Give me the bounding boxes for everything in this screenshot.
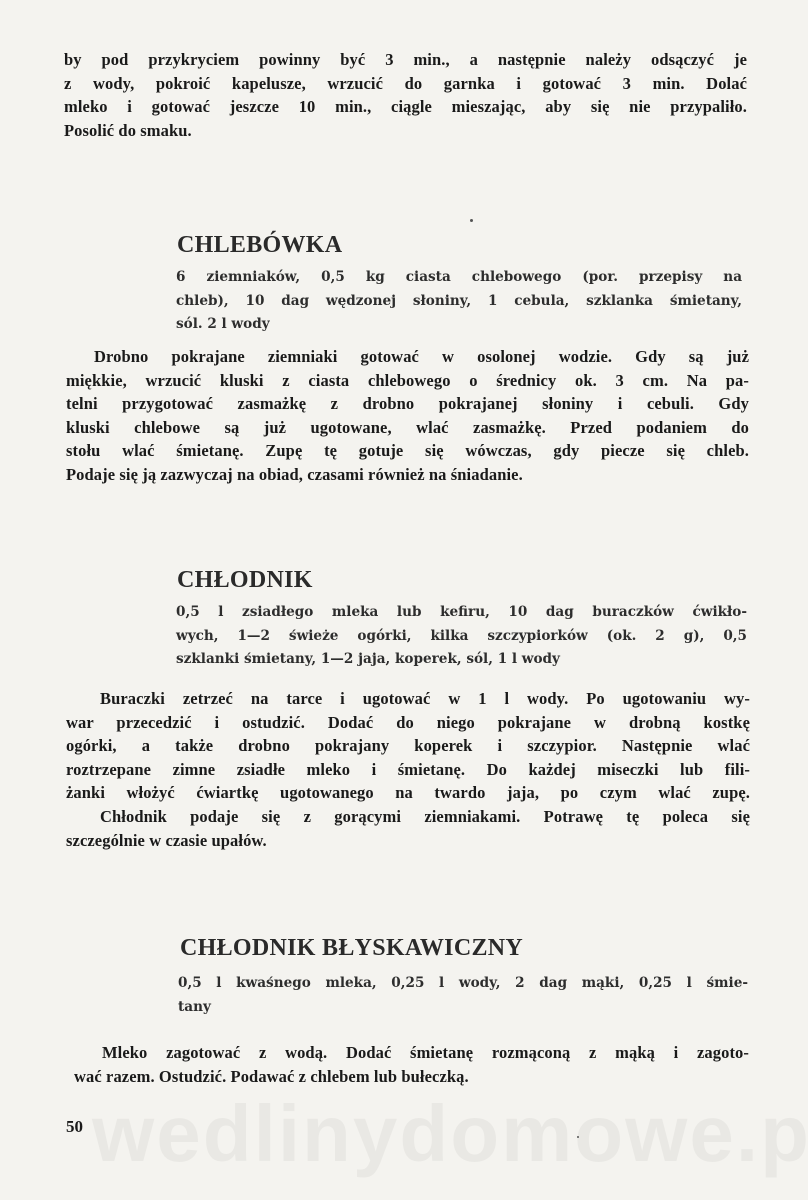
recipe-body-chlodnik — [66, 687, 750, 852]
text-line: kluski chlebowe są już ugotowane, wlać zasmażkę. Przed podaniem do — [66, 417, 749, 437]
text-line: Drobno pokrajane ziemniaki gotować w osolonej wodzie. Gdy są już — [94, 347, 749, 366]
recipe-body-chlodnik-blyskawiczny — [74, 1041, 749, 1088]
ingredient-line: wych, 1—2 świeże ogórki, kilka szczypiorków (ok. 2 g), 0,5 — [176, 627, 747, 644]
ingredient-line: 6 ziemniaków, 0,5 kg ciasta chlebowego (por. przepisy na — [176, 269, 742, 285]
text-line: ogórki, a także drobno pokrajany koperek i szczypior. Następnie wlać — [66, 736, 750, 756]
recipe-title-chlodnik: CHŁODNIK — [177, 567, 313, 593]
watermark — [92, 1088, 808, 1180]
text-line: żanki włożyć ćwiartkę ugotowanego na twardo jaja, po czym wlać zupę. — [66, 783, 750, 803]
ingredient-line: tany — [178, 998, 211, 1015]
text-line: war przecedzić i ostudzić. Dodać do niego pokrajane w drobną kostkę — [66, 712, 750, 732]
text-line: Podaje się ją zazwyczaj na obiad, czasami również na śniadanie. — [66, 464, 523, 484]
text-line: z wody, pokroić kapelusze, wrzucić do garnka i gotować 3 min. Dolać — [64, 73, 747, 93]
recipe-title-chlebowka: CHLEBÓWKA — [177, 232, 343, 258]
text-line: Posolić do smaku. — [64, 120, 192, 140]
text-line: szczególnie w czasie upałów. — [66, 830, 267, 850]
ingredient-line: szklanki śmietany, 1—2 jaja, koperek, sól, 1 l wody — [176, 651, 560, 668]
ingredient-line: sól. 2 l wody — [176, 316, 270, 333]
text-line: by pod przykryciem powinny być 3 min., a następnie należy odsączyć je — [64, 50, 747, 69]
text-line: Buraczki zetrzeć na tarce i ugotować w 1 l wody. Po ugotowaniu wy- — [100, 689, 750, 708]
intro-paragraph — [64, 48, 747, 142]
scan-speck — [577, 1136, 579, 1138]
text-line: telni przygotować zasmażkę z drobno pokrajanej słoniny i cebuli. Gdy — [66, 394, 749, 414]
text-line: miękkie, wrzucić kluski z ciasta chlebowego o średnicy ok. 3 cm. Na pa- — [66, 370, 749, 390]
ingredients-chlebowka — [176, 266, 742, 337]
page-number: 50 — [66, 1117, 83, 1136]
ingredients-chlodnik — [176, 601, 747, 672]
ingredient-line: chleb), 10 dag wędzonej słoniny, 1 cebula, szklanka śmietany, — [176, 292, 742, 309]
text-line: wać razem. Ostudzić. Podawać z chlebem lub bułeczką. — [74, 1066, 469, 1086]
text-line: roztrzepane zimne zsiadłe mleko i śmietanę. Do każdej miseczki lub fili- — [66, 759, 750, 779]
scan-speck — [470, 219, 473, 222]
ingredient-line: 0,5 l zsiadłego mleka lub kefiru, 10 dag buraczków ćwikło- — [176, 604, 747, 620]
text-line: stołu wlać śmietanę. Zupę tę gotuje się wówczas, gdy piecze się chleb. — [66, 441, 749, 461]
ingredients-chlodnik-blyskawiczny — [178, 972, 748, 1019]
recipe-title-chlodnik-blyskawiczny: CHŁODNIK BŁYSKAWICZNY — [180, 935, 524, 961]
ingredient-line: 0,5 l kwaśnego mleka, 0,25 l wody, 2 dag mąki, 0,25 l śmie- — [178, 975, 748, 991]
text-line: mleko i gotować jeszcze 10 min., ciągle mieszając, aby się nie przypaliło. — [64, 97, 747, 117]
text-line: Chłodnik podaje się z gorącymi ziemniakami. Potrawę tę poleca się — [100, 806, 750, 826]
text-line: Mleko zagotować z wodą. Dodać śmietanę rozmąconą z mąką i zagoto- — [102, 1043, 749, 1062]
recipe-body-chlebowka — [66, 345, 749, 487]
